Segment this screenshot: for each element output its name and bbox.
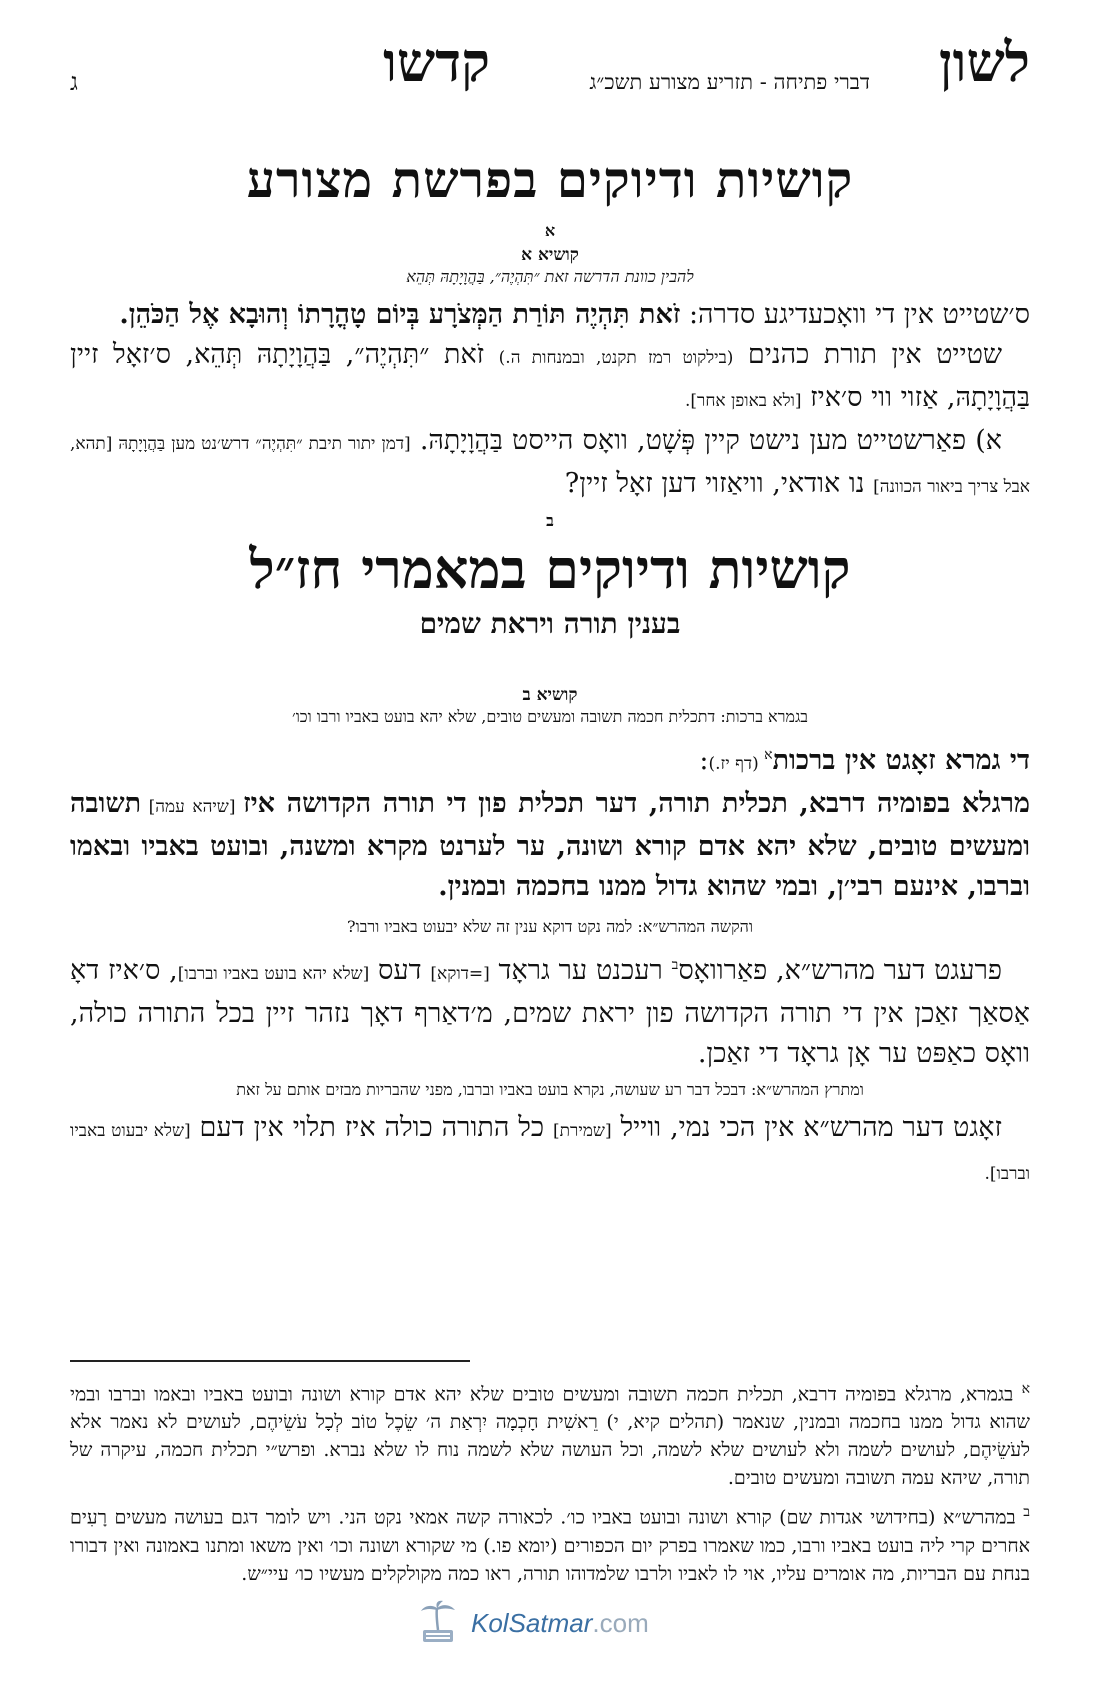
source-ref: (דף יז.) [708, 754, 765, 774]
site-logo[interactable] [415, 1600, 649, 1646]
paragraph [70, 784, 1030, 907]
text: כל התורה כולה איז תלוי אין דעם [190, 1112, 554, 1143]
verse-quote: זֹאת תִּהְיֶה תּוֹרַת הַמְּצֹרָע בְּיוֹם טָהֳרָתוֹ וְהוּבָא אֶל הַכֹּהֵן. [119, 299, 681, 330]
footnote-mark: ב [1023, 1504, 1030, 1521]
question-intro: והקשה המהרש״א: למה נקט דוקא ענין זה שלא יבעוט באביו ורבו? [347, 917, 753, 936]
source-ref: [שיהא עמה] [141, 797, 244, 817]
text: , ס׳איז דאָ אַסאַך זאַכן אין די תורה הקדושה פון יראת שמים, מ׳דאַרף דאָך נזהר זיין בכל התורה כולה, וואָס כאַפּט ער אָן גראָד די זאַכן. [70, 955, 1030, 1069]
header-brand-right: לשון [938, 30, 1030, 94]
logo-text: KolSatmar.com [471, 1607, 649, 1638]
paragraph [70, 1108, 1030, 1194]
header-brand-left: קדשו [383, 30, 490, 94]
question-label: קושיא ב [522, 685, 578, 705]
source-ref: [=דוקא] [430, 964, 490, 984]
source-ref: [שמירת] [553, 1121, 612, 1141]
header-subtitle: דברי פתיחה - תזריע מצורע תשכ״ג [589, 70, 870, 94]
paragraph [70, 735, 1030, 784]
text: תשובה ומעשים טובים, שלא יהא אדם קורא ושונה, ער לערנט מקרא ומשנה, ובועט באביו ובאמו וברבו, אינעם רבי׳ן, ובמי שהוא גדול ממנו בחכמה ובמנין. [70, 788, 1030, 902]
page-number: ג [70, 68, 78, 96]
section1-letter: א [544, 221, 556, 240]
question-intro: בגמרא ברכות: דתכלית חכמה תשובה ומעשים טובים, שלא יהא בועט באביו ורבו וכו׳ [292, 707, 808, 726]
question-intro: להבין כוונת הדרשה זאת ״תִּהְיֶה״, בַּהֲוָיָתָהּ תְּהֵא [406, 267, 694, 286]
footnote [70, 1375, 1030, 1492]
footnote-mark[interactable]: א [764, 747, 773, 763]
text: מרגלא בפומיה דרבא, תכלית תורה, דער תכלית פון די תורה הקדושה איז [243, 788, 1030, 819]
section2-letter: ב [546, 511, 554, 530]
section2-subtitle: בענין תורה ויראת שמים [419, 607, 681, 640]
footnote-mark: א [1021, 1381, 1030, 1397]
text: זֹאת ״תִּהְיֶה״, בַּהֲוָיָתָהּ תְּהֵא, ס׳זאָל זיין בַּהֲוָיָתָהּ, אַזוי ווי ס׳איז [70, 339, 1030, 413]
text: ס׳שטייט אין די וואָכעדיגע סדרה: [680, 299, 1030, 330]
paragraph [70, 945, 1030, 1074]
section1-title: קושיות ודיוקים בפרשת מצורע [246, 150, 854, 209]
text: : [699, 745, 709, 776]
source-ref: [שלא יהא בועט באביו וברבו] [177, 964, 370, 984]
text: ברכות [772, 745, 836, 776]
footnote [70, 1498, 1030, 1587]
source-ref: (בילקוט רמז תקנט, ובמנחות ה.) [498, 348, 734, 368]
question-label: קושיא א [521, 245, 579, 265]
text: זאָגט דער מהרש״א אין הכי נמי, ווייל [611, 1112, 1003, 1143]
footnotes [70, 1375, 1030, 1594]
text: די גמרא זאָגט אין [835, 745, 1030, 776]
text: דעס [369, 955, 431, 986]
text: רעכנט ער גראָד [489, 955, 672, 986]
footnote-divider [70, 1360, 470, 1362]
palm-tree-icon [415, 1600, 461, 1646]
text: א) פאַרשטייט מען נישט קיין פְּשָׁט, וואָס הייסט בַּהֲוָיָתָהּ. [410, 425, 1002, 456]
source-ref: [שלא יבעוט באביו וברבו]. [70, 1121, 1030, 1184]
paragraph [70, 335, 1030, 421]
page-header [70, 30, 1030, 110]
paragraph [70, 421, 1030, 507]
footnote-mark[interactable]: ב [671, 957, 679, 973]
section2-title: קושיות ודיוקים במאמרי חז״ל [249, 537, 851, 601]
question-intro: ומתרץ המהרש״א: דבכל דבר רע שעושה, נקרא בועט באביו וברבו, מפני שהבריות מבזים אותם על זאת [236, 1080, 864, 1099]
text: פרעגט דער מהרש״א, פאַרוואָס [678, 955, 1002, 986]
text: שטייט אין תורת כהנים [733, 339, 1002, 370]
text: נו אודאי, וויאַזוי דען זאָל זיין? [564, 468, 874, 499]
source-ref: [דמן יתור תיבת ״תִּהְיֶה״ דרש׳נט מען בַּהֲוָיָתָהּ [תהא, אבל צריך ביאור הכוונה] [70, 434, 1030, 497]
footnote-text: בגמרא, מרגלא בפומיה דרבא, תכלית חכמה תשובה ומעשים טובים שלא יהא אדם קורא ושונה ובועט באביו ובאמו וברבו ובמי שהוא גדול ממנו בחכמה ובמנין, שנאמר (תהלים קיא, י) רֵאשִׁית חָכְמָה יִרְאַת ה׳ שֵׂכֶל טוֹב לְכָל עֹשֵׂיהֶם, לעושים לא נאמר אלא לעֹשֵׂיהֶם, לעושים לשמה ולא לעושים שלא לשמה, וכל העושה שלא לשמה נוח לו שלא נברא. ופרש״י תכלית חכמה, עיקרה של תורה, שיהא עמה תשובה ומעשים טובים. [70, 1383, 1030, 1490]
source-ref: [ולא באופן אחר]. [684, 391, 802, 411]
footnote-text: במהרש״א (בחידושי אגדות שם) קורא ושונה ובועט באביו כו׳. לכאורה קשה אמאי נקט הני. ויש לומר דגם בעושה מעשים רָעִים אחרים קרי ליה בועט באביו ורבו, כמו שאמרו בפרק יום הכפורים (יומא פו.) מי שקורא ושונה וכו׳ ואין משאו ומתנו באמונה ואין דבורו בנחת עם הבריות, מה אומרים עליו, אוי לו לאביו ולרבו שלמדוהו תורה, ראו כמה מקולקלים מעשיו כו׳ עיי״ש. [70, 1506, 1030, 1585]
page [70, 30, 1030, 1680]
paragraph [70, 295, 1030, 335]
